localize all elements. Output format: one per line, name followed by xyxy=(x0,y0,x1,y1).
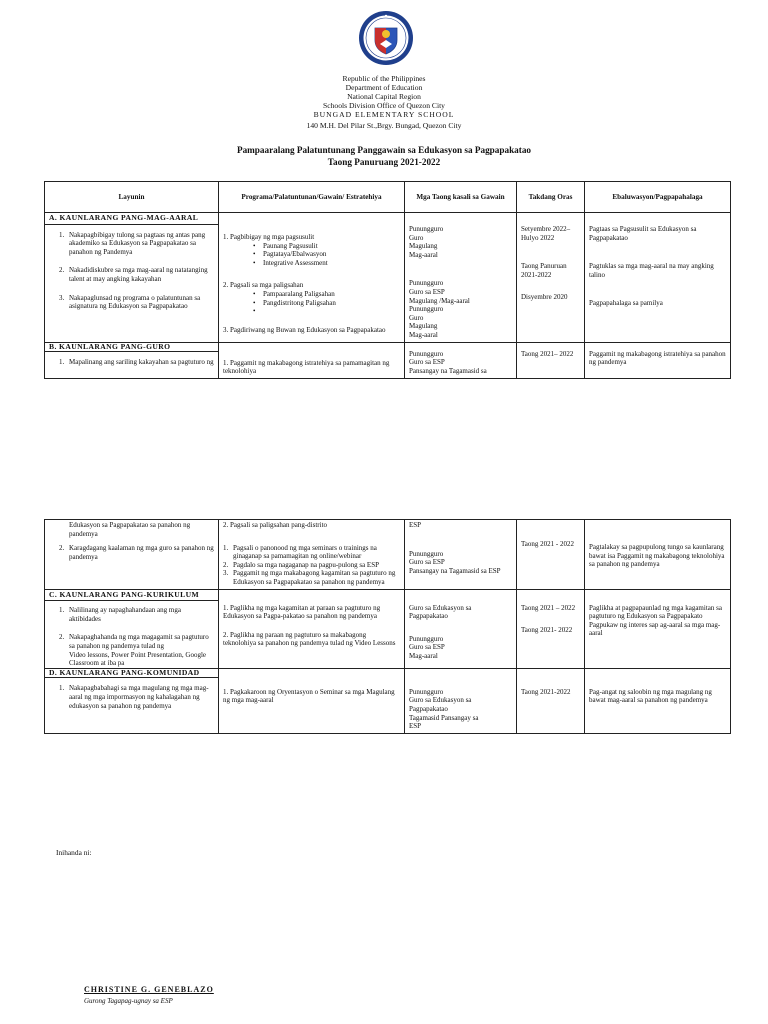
signatory-role: Gurong Tagapag-ugnay sa ESP xyxy=(84,997,173,1005)
activity-plan-table-page1 xyxy=(44,181,731,379)
header-school: BUNGAD ELEMENTARY SCHOOL xyxy=(313,110,455,119)
participant: Mag-aaral xyxy=(409,250,438,259)
participant: Guro sa ESP xyxy=(409,558,445,567)
participant: Punungguro xyxy=(409,549,444,558)
table-row-section-c xyxy=(45,589,731,668)
evaluation: Pagpapahalaga sa pamilya xyxy=(589,299,663,308)
participant: ESP xyxy=(409,521,422,529)
col-header-programa: Programa/Palatuntunan/Gawain/ Estratehiya xyxy=(219,182,405,213)
section-heading-d: D. KAUNLARANG PANG-KOMUNIDAD xyxy=(45,669,218,679)
participant: Guro sa ESP xyxy=(409,643,445,652)
list-item: Video lessons, Power Point Presentation, Google Classroom at iba pa xyxy=(69,650,207,668)
participant: Pagpapakatao xyxy=(409,612,448,621)
document-title: Pampaaralang Palatuntunang Panggawain sa Edukasyon sa Pagpapakatao xyxy=(236,145,532,155)
program-item: 2. Pagsali sa paligsahan pang-distrito xyxy=(223,521,328,529)
evaluation: Pag-angat ng saloobin ng mga magulang ng bawat mag-aaral sa panahon ng pandemya xyxy=(589,687,712,705)
participant: Pagpapakatao xyxy=(409,704,448,713)
signatory-name: CHRISTINE G. GENEBLAZO xyxy=(84,985,214,994)
list-item: 2. Nakadidiskubre sa mga mag-aaral ng natatanging talent at may angking kakayahan xyxy=(59,266,208,283)
col-header-layunin: Layunin xyxy=(45,182,219,213)
schedule: Setyembre 2022– Hulyo 2022 xyxy=(521,225,571,242)
participant: Punungguro xyxy=(409,349,444,358)
section-heading-b: B. KAUNLARANG PANG-GURO xyxy=(45,343,218,353)
program-item: 3. Paggamit ng mga makabagong kagamitan sa pagtuturo ng Edukasyon sa Pagpapakatao sa panahon ng pandemya xyxy=(223,569,396,586)
list-item: 1. Nalilinang ay napaghahandaan ang mga aktibidades xyxy=(59,606,181,623)
participant: Mag-aaral xyxy=(409,330,438,339)
section-heading-a: A. KAUNLARANG PANG-MAG-AARAL xyxy=(45,213,218,225)
section-heading-c: C. KAUNLARANG PANG-KURIKULUM xyxy=(45,590,218,602)
schedule: Taong 2021 – 2022 xyxy=(521,603,576,612)
schedule: Taong 2021-2022 xyxy=(521,687,571,696)
col-header-takdang-oras: Takdang Oras xyxy=(517,182,585,213)
participant: Magulang /Mag-aaral xyxy=(409,296,470,305)
document-subtitle: Taong Panuruang 2021-2022 xyxy=(327,157,441,167)
evaluation: Paglikha at pagpapaunlad ng mga kagamitan sa pagtuturo ng Edukasyon sa Pagpapakato Pagpukaw ng interes sap ag-aaral sa mga mag-aaral xyxy=(589,603,722,638)
participant: Pansangay na Tagamasid sa ESP xyxy=(409,566,501,575)
schedule: Taong 2021- 2022 xyxy=(521,626,573,635)
program-item: 2. Pagsali sa mga paligsahan xyxy=(223,281,304,290)
program-item: 3. Pagdiriwang ng Buwan ng Edukasyon sa Pagpapakatao xyxy=(223,325,386,334)
program-item: 1. Paggamit ng makabagong istratehiya sa pamamagitan ng teknolohiya xyxy=(223,358,390,376)
header-region: National Capital Region xyxy=(347,92,421,101)
col-header-mga-taong-kasali: Mga Taong kasali sa Gawain xyxy=(405,182,517,213)
program-item: 1. Paglikha ng mga kagamitan at paraan sa pagtuturo ng Edukasyon sa Pagpa-pakatao sa panahon ng pandemya xyxy=(223,603,381,621)
schedule: Taong Panuruan 2021-2022 xyxy=(521,262,567,279)
evaluation: Pagtalakay sa pagpupulong tungo sa kaunlarang bawat isa Paggamit ng makabagong teknolohiya sa panahon ng pandemya xyxy=(589,543,725,569)
participant: Guro xyxy=(409,233,424,242)
participant: Punungguro xyxy=(409,225,444,233)
participant: Punungguro xyxy=(409,634,444,643)
list-item: 3. Nakapaglunsad ng programa o palatuntunan sa asignatura ng Edukasyon sa Pagpapakatao xyxy=(59,293,201,311)
evaluation: Pagtuklas sa mga mag-aaral na may angking talino xyxy=(589,262,714,279)
list-item: Edukasyon sa Pagpapakatao sa panahon ng pandemya xyxy=(69,521,191,538)
list-item: 2. Karagdagang kaalaman ng mga guro sa panahon ng pandemya xyxy=(59,544,214,561)
bullet-item: • xyxy=(253,307,256,316)
list-item: 1. Nakapagbibigay tulong sa pagtaas ng antas pang akademiko sa Edukasyon sa Pagpapakatao sa panahon ng Pandemya xyxy=(59,230,206,256)
participant: Punungguro xyxy=(409,687,444,696)
participant: Pansangay na Tagamasid sa xyxy=(409,366,487,375)
participant: Punungguro xyxy=(409,279,444,288)
table-header-row xyxy=(45,182,731,213)
bullet-item: • Pagtataya/Ebalwasyon xyxy=(253,250,327,259)
program-item: 1. Pagsali o panonood ng mga seminars o trainings na ginaganap sa pamamagitan ng online/webinar xyxy=(223,543,377,561)
program-item: 2. Pagdalo sa mga nagaganap na pagpu-pulong sa ESP xyxy=(223,560,379,569)
program-item: 1. Pagbibigay ng mga pagsusulit xyxy=(223,233,315,241)
table-row-section-a xyxy=(45,213,731,343)
participant: Magulang xyxy=(409,322,438,331)
participant: Guro sa ESP xyxy=(409,358,445,367)
bullet-item: • Pangdistritong Paligsahan xyxy=(253,298,336,307)
table-row-section-b xyxy=(45,342,731,378)
participant: Mag-aaral xyxy=(409,651,438,660)
participant: Punungguro xyxy=(409,305,444,314)
schedule: Taong 2021– 2022 xyxy=(521,349,574,358)
bullet-item: • Paunang Pagsusulit xyxy=(253,241,318,250)
list-item: 1. Nakapagbabahagi sa mga magulang ng mga mag-aaral ng mga impormasyon ng kahalagahan ng edukasyon sa panahon ng pandemya xyxy=(59,684,209,710)
list-item: 1. Mapalinang ang sariling kakayahan sa pagtuturo ng xyxy=(59,358,214,367)
header-country: Republic of the Philippines xyxy=(342,74,426,83)
program-item: 2. Paglikha ng paraan ng pagtuturo sa makabagong teknolohiya sa panahon ng pandemya tulad ng Video Lessons xyxy=(223,630,396,648)
schedule: Taong 2021 - 2022 xyxy=(521,540,574,548)
participant: Guro sa Edukasyon sa xyxy=(409,696,472,705)
table-row-section-d xyxy=(45,668,731,733)
evaluation: Pagtaas sa Pagsusulit sa Edukasyon sa Pagpapakatao xyxy=(589,225,697,242)
header-address: 140 M.H. Del Pilar St.,Brgy. Bungad, Quezon City xyxy=(306,121,462,130)
bullet-item: • Integrative Assessment xyxy=(253,258,328,267)
col-header-ebaluwasyon: Ebaluwasyon/Pagpapahalaga xyxy=(585,182,731,213)
deped-seal-logo xyxy=(358,10,414,66)
evaluation: Paggamit ng makabagong istratehiya sa panahon ng pandemya xyxy=(589,349,726,367)
table-row-section-b-continued xyxy=(45,520,731,590)
participant: Guro xyxy=(409,313,424,322)
header-department: Department of Education xyxy=(345,83,423,92)
participant: Magulang xyxy=(409,242,438,251)
header-division: Schools Division Office of Quezon City xyxy=(323,101,445,110)
list-item: 2. Nakapaghahanda ng mga magagamit sa pagtuturo sa panahon ng pandemya tulad ng xyxy=(59,633,209,650)
participant: Guro sa ESP xyxy=(409,287,445,296)
participant: ESP xyxy=(409,722,422,731)
activity-plan-table-page2 xyxy=(44,519,731,734)
schedule: Disyembre 2020 xyxy=(521,293,568,302)
participant: Tagamasid Pansangay sa xyxy=(409,713,479,722)
bullet-item: • Pampaaralang Paligsahan xyxy=(253,289,335,298)
prepared-by-label: Inihanda ni: xyxy=(56,848,92,857)
participant: Guro sa Edukasyon sa xyxy=(409,603,472,612)
program-item: 1. Pagkakaroon ng Oryentasyon o Seminar sa mga Magulang ng mga mag-aaral xyxy=(223,687,395,705)
